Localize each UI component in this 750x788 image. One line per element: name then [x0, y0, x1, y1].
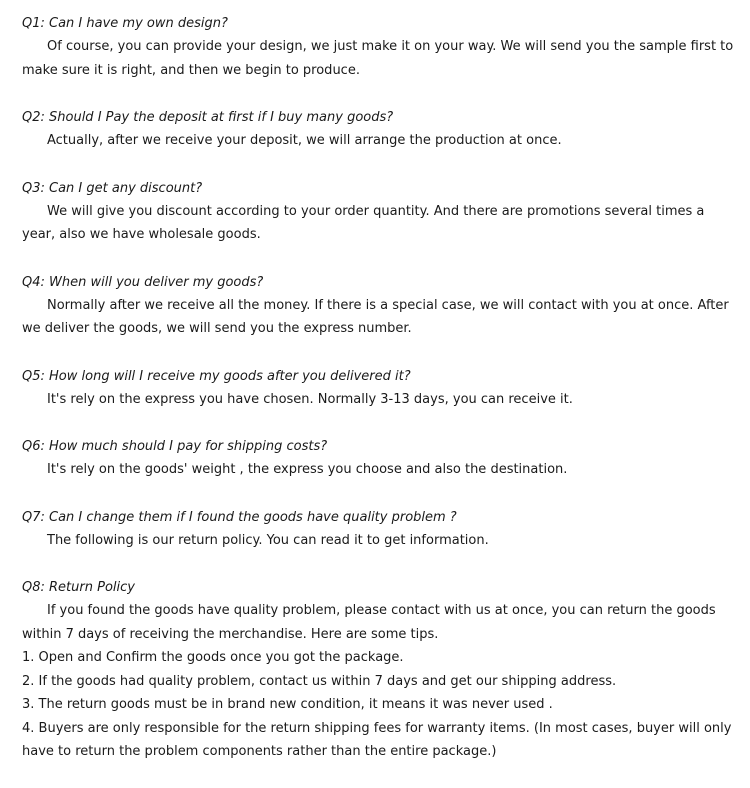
faq-question: Q2: Should I Pay the deposit at first if I buy many goods?: [22, 110, 394, 125]
faq-question: Q5: How long will I receive my goods after you delivered it?: [22, 368, 411, 384]
faq-item-2: [22, 106, 734, 153]
faq-item-4: [22, 271, 734, 341]
faq-item-3: [22, 177, 734, 247]
faq-question: Q7: Can I change them if I found the goods have quality problem ?: [22, 509, 457, 525]
return-policy-intro: If you found the goods have quality problem, please contact with us at once, you can return the goods within 7 days of receiving the merchandise. Here are some tips.: [22, 603, 716, 642]
faq-question: Q3: Can I get any discount?: [22, 180, 203, 196]
faq-answer: It's rely on the express you have chosen. Normally 3-13 days, you can receive it.: [47, 391, 573, 407]
return-tip: 4. Buyers are only responsible for the return shipping fees for warranty items. (In most cases, buyer will only have to return the problem components rather than the entire package.): [22, 720, 732, 759]
faq-answer: Of course, you can provide your design, we just make it on your way. We will send you the sample first to make sure it is right, and then we begin to produce.: [22, 39, 734, 78]
faq-item-1: [22, 12, 734, 82]
faq-answer: Normally after we receive all the money. If there is a special case, we will contact with you at once. After we deliver the goods, we will send you the express number.: [22, 297, 729, 336]
return-tip: 2. If the goods had quality problem, contact us within 7 days and get our shipping address.: [22, 673, 617, 689]
return-tip: 1. Open and Confirm the goods once you got the package.: [22, 650, 404, 665]
faq-item-6: [22, 435, 734, 482]
faq-answer: We will give you discount according to your order quantity. And there are promotions several times a year, also we have wholesale goods.: [22, 203, 705, 242]
faq-question: Q4: When will you deliver my goods?: [22, 274, 264, 290]
faq-question: Q1: Can I have my own design?: [22, 16, 228, 31]
faq-answer: It's rely on the goods' weight , the express you choose and also the destination.: [47, 462, 568, 477]
faq-answer: The following is our return policy. You can read it to get information.: [47, 532, 489, 548]
return-tip: 3. The return goods must be in brand new condition, it means it was never used .: [22, 697, 553, 712]
faq-question: Q6: How much should I pay for shipping costs?: [22, 439, 328, 454]
faq-document: [22, 12, 734, 788]
return-policy-tips: [22, 646, 734, 764]
faq-question: Q8: Return Policy: [22, 580, 135, 595]
faq-item-5: [22, 365, 734, 412]
faq-item-return-policy: [22, 576, 734, 764]
faq-item-7: [22, 506, 734, 553]
faq-answer: Actually, after we receive your deposit, we will arrange the production at once.: [47, 133, 562, 148]
